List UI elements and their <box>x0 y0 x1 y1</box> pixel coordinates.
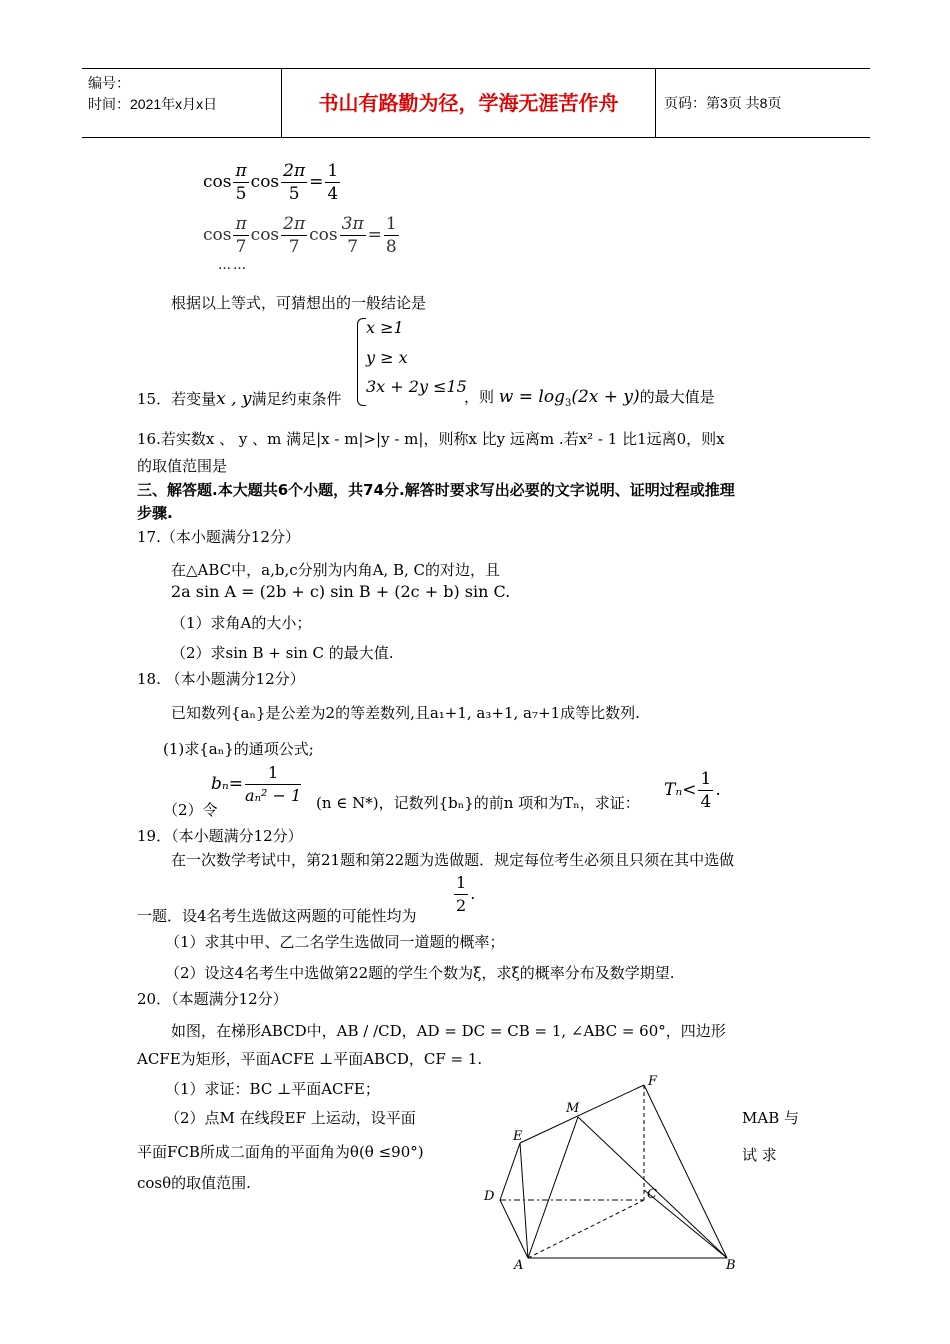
edge-de <box>500 1143 520 1200</box>
q20-l2: ACFE为矩形，平面ACFE ⊥平面ABCD，CF = 1. <box>137 1050 483 1068</box>
q18-l3a: （2）令 <box>163 801 218 819</box>
label-a: A <box>514 1258 524 1273</box>
q19-head: 19．（本小题满分12分） <box>137 827 303 845</box>
edge-fb <box>644 1085 727 1258</box>
q19-l1: 在一次数学考试中，第21题和第22题为选做题．规定每位考生必须且只须在其中选做 <box>171 851 735 869</box>
q16-line2: 的取值范围是 <box>137 457 228 475</box>
q17-l1: 在△ABC中，a,b,c分别为内角A, B, C的对边，且 <box>171 561 501 579</box>
bn-def: bₙ= $\frac{1}{\text{aₙ² − 1}}$ <box>211 763 302 805</box>
page-header <box>82 68 870 138</box>
q18-l3b: (n ∈ N*)，记数列{bₙ}的前n 项和为Tₙ，求证： <box>316 794 640 812</box>
q19-l3: （1）求其中甲、乙二名学生选做同一道题的概率； <box>165 933 505 951</box>
half: $\frac{1}{2}$ . <box>456 873 476 915</box>
header-page-info: 页码：第3页 共8页 <box>664 95 782 111</box>
frac-pi-5: $\frac{\pi}{5}$ <box>235 161 247 204</box>
q17-l4: （2）求sin B + sin C 的最大值. <box>171 644 394 662</box>
q17-l3: （1）求角A的大小； <box>171 614 312 632</box>
q18-head: 18. （本小题满分12分） <box>137 670 305 688</box>
label-f: F <box>648 1074 658 1089</box>
number-label: 编号： <box>88 75 130 91</box>
q20-l5a: 平面FCB所成二面角的平面角为θ(θ ≤90°) <box>137 1143 424 1161</box>
label-e: E <box>513 1129 523 1144</box>
geometry-figure <box>470 1070 770 1275</box>
edge-ma <box>528 1117 578 1258</box>
q19-l4: （2）设这4名考生中选做第22题的学生个数为ξ，求ξ的概率分布及数学期望. <box>165 964 675 982</box>
q17-head: 17.（本小题满分12分） <box>137 528 300 546</box>
cos-2: cos <box>250 172 280 192</box>
q18-l2: (1)求{aₙ}的通项公式; <box>163 740 314 758</box>
label-m: M <box>566 1101 580 1116</box>
label-d: D <box>484 1189 495 1204</box>
q20-l3: （1）求证：BC ⊥平面ACFE； <box>165 1080 380 1098</box>
section3-line2: 步骤. <box>137 504 173 522</box>
constraint-3: 3x + 2y ≤15 <box>366 377 467 396</box>
frac-1-4: $\frac{1}{4}$ <box>327 161 339 204</box>
frac-2pi-5: $\frac{2\pi}{5}$ <box>283 161 306 204</box>
q15-line: 15．若变量x , y满足约束条件 <box>137 389 342 409</box>
q20-head: 20．（本题满分12分） <box>137 990 288 1008</box>
brace <box>357 318 366 406</box>
q16-line1: 16.若实数x 、 y 、m 满足|x - m|>|y - m|，则称x 比y 远离m .若x² - 1 比1远离0，则x <box>137 430 725 448</box>
header-meta <box>82 69 282 137</box>
q15-tail: ，则 $w = \log_3(2x + y)$的最大值是 <box>464 387 715 409</box>
q18-l1: 已知数列{aₙ}是公差为2的等差数列,且a₁+1, a₃+1, a₇+1成等比数列. <box>171 704 640 722</box>
q20-l4a: （2）点M 在线段EF 上运动，设平面 <box>165 1109 416 1127</box>
formula-2: cos $\frac{\pi}{7}$ cos $\frac{2\pi}{7}$ cos $\frac{3\pi}{7}$ = $\frac{1}{8}$ <box>203 214 397 257</box>
q20-l4b: MAB 与 <box>742 1109 799 1127</box>
q20-l1: 如图，在梯形ABCD中，AB / /CD，AD = DC = CB = 1, ∠ABC = 60°，四边形 <box>171 1022 726 1040</box>
q17-l2: 2a sin A = (2b + c) sin B + (2c + b) sin C. <box>171 582 511 601</box>
equals: = <box>309 172 324 192</box>
label-c: C <box>647 1187 657 1202</box>
ellipsis: …… <box>218 258 248 273</box>
q20-l6: cosθ的取值范围. <box>137 1174 251 1192</box>
edge-ef <box>520 1085 644 1143</box>
date-label: 时间：2021年x月x日 <box>88 96 218 112</box>
label-b: B <box>726 1258 736 1273</box>
constraint-2: y ≥ x <box>366 348 408 367</box>
q19-l2: 一题．设4名考生选做这两题的可能性均为 <box>137 907 417 925</box>
section3-line1: 三、解答题.本大题共6个小题，共74分.解答时要求写出必要的文字说明、证明过程或推理 <box>137 481 735 499</box>
edge-da <box>500 1200 528 1258</box>
q20-l5b: 试 求 <box>742 1146 777 1164</box>
formula-1 <box>203 160 342 205</box>
header-motto: 书山有路勤为径，学海无涯苦作舟 <box>282 69 656 137</box>
tn-ineq: Tₙ< $\frac{1}{4}$ . <box>664 769 721 812</box>
q14-tail: 根据以上等式，可猜想出的一般结论是 <box>171 294 427 312</box>
constraint-1: x ≥1 <box>366 318 404 337</box>
cos-1: cos <box>203 172 232 192</box>
